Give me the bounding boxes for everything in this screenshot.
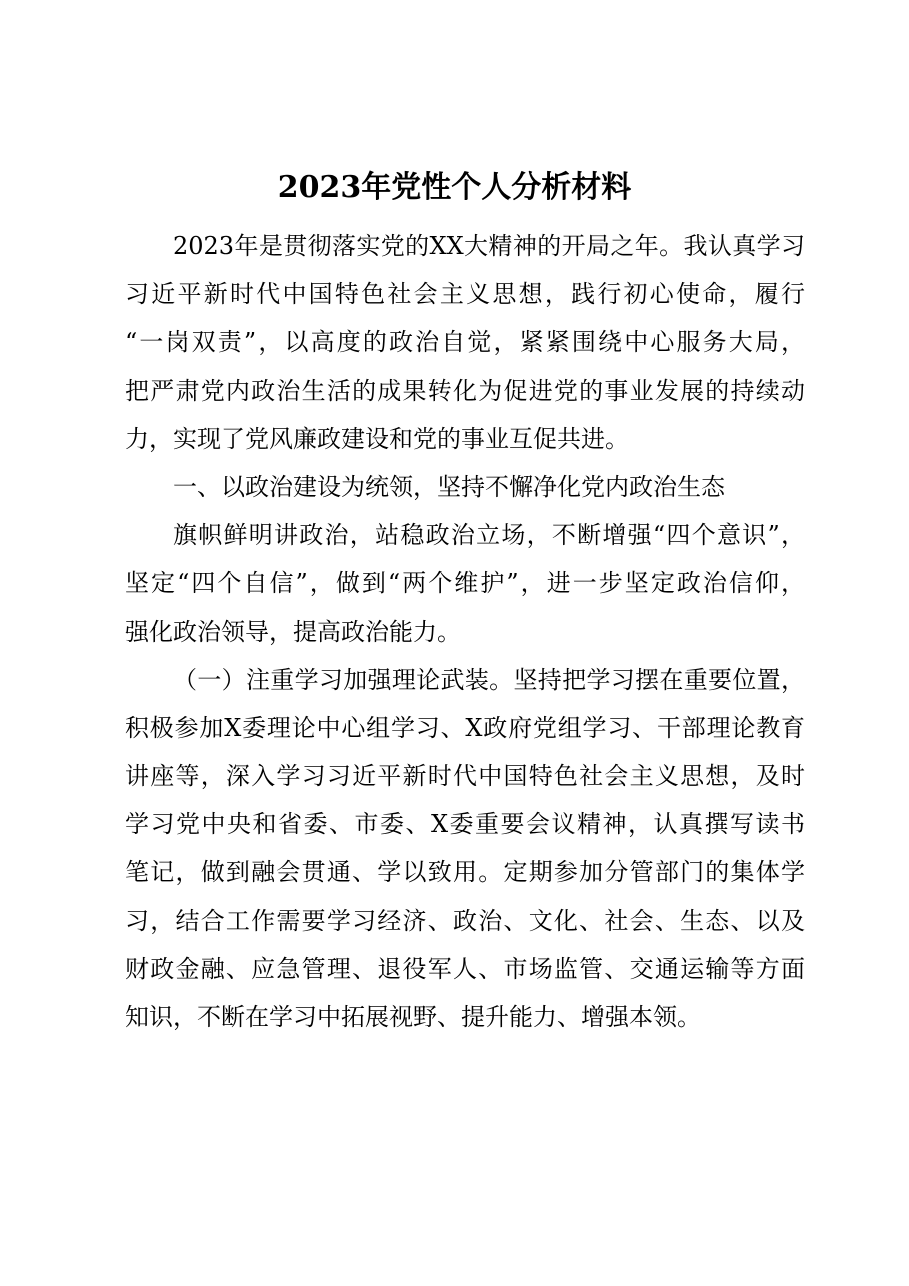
paragraph-3-line-2: 积极参加X委理论中心组学习、X政府党组学习、干部理论教育 bbox=[125, 713, 805, 742]
paragraph-3-line-7: 财政金融、应急管理、退役军人、市场监管、交通运输等方面 bbox=[125, 954, 805, 983]
paragraph-2-line-2: 坚定“四个自信”，做到“两个维护”，进一步坚定政治信仰， bbox=[125, 569, 805, 598]
paragraph-1-line-4: 把严肃党内政治生活的成果转化为促进党的事业发展的持续动 bbox=[125, 376, 805, 405]
section-heading-1: 一、以政治建设为统领，坚持不懈净化党内政治生态 bbox=[173, 472, 725, 501]
paragraph-3-line-3: 讲座等，深入学习习近平新时代中国特色社会主义思想，及时 bbox=[125, 762, 805, 791]
paragraph-3-line-8: 知识，不断在学习中拓展视野、提升能力、增强本领。 bbox=[125, 1003, 701, 1031]
paragraph-2-line-3: 强化政治领导，提高政治能力。 bbox=[125, 617, 461, 646]
paragraph-1-line-3: “一岗双责”，以高度的政治自觉，紧紧围绕中心服务大局， bbox=[125, 328, 805, 357]
paragraph-1-line-2: 习近平新时代中国特色社会主义思想，践行初心使命，履行 bbox=[125, 280, 805, 309]
paragraph-2-line-1: 旗帜鲜明讲政治，站稳政治立场，不断增强“四个意识”， bbox=[173, 521, 805, 550]
document-body bbox=[125, 222, 805, 1041]
paragraph-3-line-5: 笔记，做到融会贯通、学以致用。定期参加分管部门的集体学 bbox=[125, 858, 805, 887]
paragraph-3-line-6: 习，结合工作需要学习经济、政治、文化、社会、生态、以及 bbox=[125, 906, 805, 935]
document-title: 2023年党性个人分析材料 bbox=[277, 170, 632, 205]
paragraph-1-line-5: 力，实现了党风廉政建设和党的事业互促共进。 bbox=[125, 424, 629, 453]
paragraph-3-line-4: 学习党中央和省委、市委、X委重要会议精神，认真撰写读书 bbox=[125, 810, 805, 839]
paragraph-1-line-1: 2023年是贯彻落实党的XX大精神的开局之年。我认真学习 bbox=[173, 232, 805, 260]
paragraph-3-line-1: （一）注重学习加强理论武装。坚持把学习摆在重要位置， bbox=[173, 665, 805, 694]
